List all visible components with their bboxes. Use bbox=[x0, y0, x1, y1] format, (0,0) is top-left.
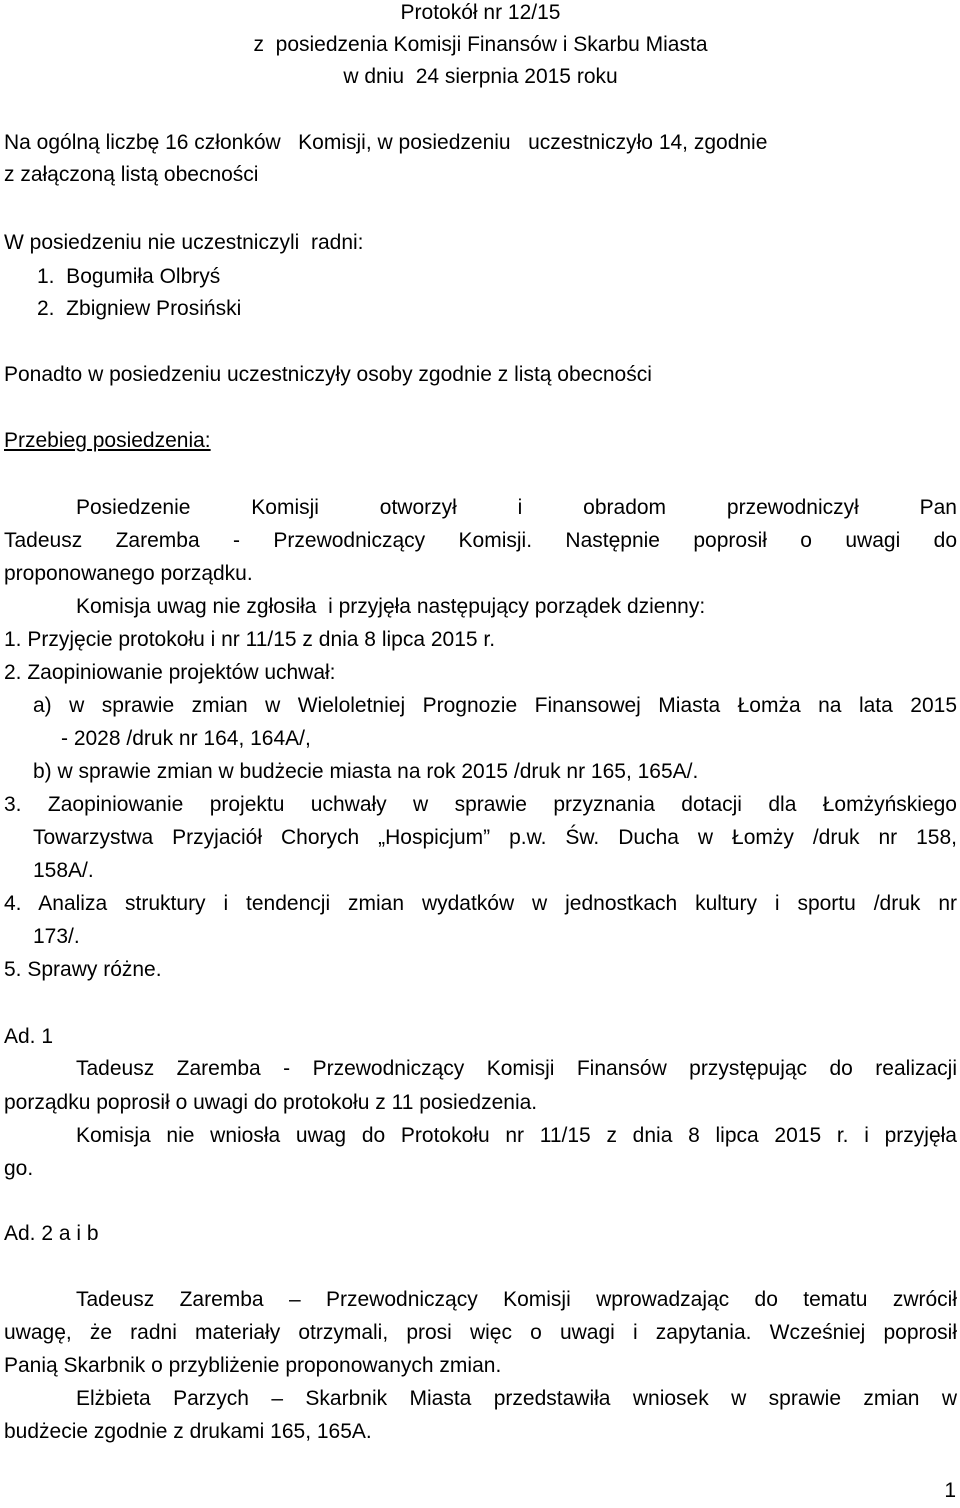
agenda-item: 1. Przyjęcie protokołu i nr 11/15 z dnia 8 lipca 2015 r. bbox=[4, 628, 496, 651]
paragraph-line: Elżbieta Parzych – Skarbnik Miasta przedstawiła wniosek w sprawie zmian w bbox=[76, 1387, 957, 1410]
agenda-item: 173/. bbox=[33, 925, 80, 948]
agenda-subitem: b) w sprawie zmian w budżecie miasta na rok 2015 /druk nr 165, 165A/. bbox=[33, 760, 699, 783]
agenda-item: 2. Zaopiniowanie projektów uchwał: bbox=[4, 661, 336, 684]
opening-line: proponowanego porządku. bbox=[4, 562, 253, 585]
agenda-subitem: - 2028 /druk nr 164, 164A/, bbox=[61, 727, 311, 750]
agenda-subitem: a) w sprawie zmian w Wieloletniej Prognozie Finansowej Miasta Łomża na lata 2015 bbox=[33, 694, 957, 717]
agenda-item: 4. Analiza struktury i tendencji zmian wydatków w jednostkach kultury i sportu /druk nr bbox=[4, 892, 957, 915]
page-number: 1 bbox=[944, 1479, 956, 1502]
section-heading: Ad. 1 bbox=[4, 1025, 54, 1048]
meeting-date: w dniu 24 sierpnia 2015 roku bbox=[343, 65, 618, 88]
opening-line: Posiedzenie Komisji otworzył i obradom przewodniczył Pan bbox=[76, 496, 957, 519]
absent-intro: W posiedzeniu nie uczestniczyli radni: bbox=[4, 231, 364, 254]
paragraph-line: Tadeusz Zaremba - Przewodniczący Komisji Finansów przystępując do realizacji bbox=[76, 1057, 957, 1080]
attendance-line: z załączoną listą obecności bbox=[4, 163, 259, 186]
paragraph-line: go. bbox=[4, 1157, 34, 1180]
opening-line: Komisja uwag nie zgłosiła i przyjęła następujący porządek dzienny: bbox=[76, 595, 706, 618]
proceedings-heading: Przebieg posiedzenia: bbox=[4, 429, 211, 452]
meeting-name: z posiedzenia Komisji Finansów i Skarbu Miasta bbox=[253, 33, 708, 56]
paragraph-line: Panią Skarbnik o przybliżenie proponowanych zmian. bbox=[4, 1354, 502, 1377]
absent-member: 1. Bogumiła Olbryś bbox=[37, 265, 221, 288]
attendance-line: Na ogólną liczbę 16 członków Komisji, w posiedzeniu uczestniczyło 14, zgodnie bbox=[4, 131, 768, 154]
section-heading: Ad. 2 a i b bbox=[4, 1222, 99, 1245]
other-attendees: Ponadto w posiedzeniu uczestniczyły osoby zgodnie z listą obecności bbox=[4, 363, 652, 386]
paragraph-line: budżecie zgodnie z drukami 165, 165A. bbox=[4, 1420, 372, 1443]
opening-line: Tadeusz Zaremba - Przewodniczący Komisji. Następnie poprosił o uwagi do bbox=[4, 529, 957, 552]
agenda-item: Towarzystwa Przyjaciół Chorych „Hospicjum” p.w. Św. Ducha w Łomży /druk nr 158, bbox=[33, 826, 957, 849]
paragraph-line: Tadeusz Zaremba – Przewodniczący Komisji wprowadzając do tematu zwrócił bbox=[76, 1288, 957, 1311]
paragraph-line: porządku poprosił o uwagi do protokołu z 11 posiedzenia. bbox=[4, 1091, 538, 1114]
paragraph-line: uwagę, że radni materiały otrzymali, prosi więc o uwagi i zapytania. Wcześniej poprosił bbox=[4, 1321, 957, 1344]
protocol-title: Protokół nr 12/15 bbox=[400, 1, 561, 24]
agenda-item: 3. Zaopiniowanie projektu uchwały w sprawie przyznania dotacji dla Łomżyńskiego bbox=[4, 793, 957, 816]
agenda-item: 5. Sprawy różne. bbox=[4, 958, 162, 981]
absent-member: 2. Zbigniew Prosiński bbox=[37, 297, 242, 320]
agenda-item: 158A/. bbox=[33, 859, 94, 882]
paragraph-line: Komisja nie wniosła uwag do Protokołu nr 11/15 z dnia 8 lipca 2015 r. i przyjęła bbox=[76, 1124, 957, 1147]
document-page bbox=[4, 0, 957, 1508]
